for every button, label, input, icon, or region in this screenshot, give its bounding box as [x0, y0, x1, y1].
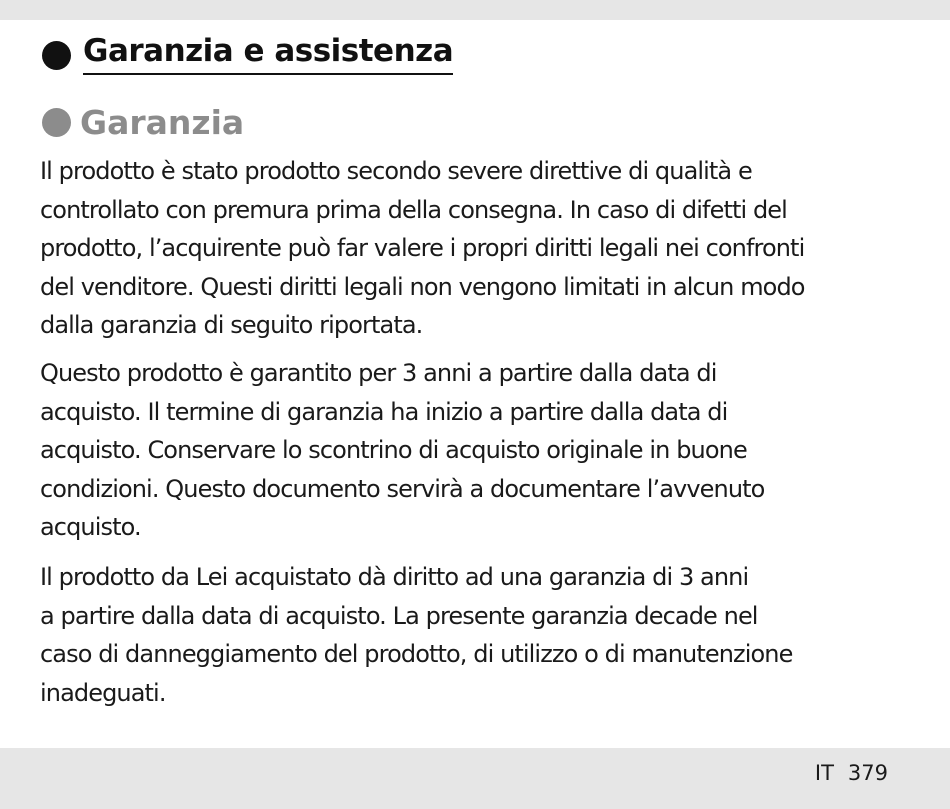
text-line: a partire dalla data di acquisto. La presente garanzia decade nel	[40, 601, 758, 630]
bullet-icon-grey	[42, 108, 71, 137]
paragraph-warranty-period	[40, 354, 920, 547]
text-line: condizioni. Questo documento servirà a documentare l’avvenuto	[40, 474, 765, 503]
page-number: 379	[847, 761, 888, 785]
text-line: dalla garanzia di seguito riportata.	[40, 311, 423, 339]
subsection-heading	[42, 103, 245, 142]
text-line: inadeguati.	[40, 678, 166, 707]
text-line: prodotto, l’acquirente può far valere i propri diritti legali nei confronti	[40, 234, 805, 262]
text-line: acquisto. Il termine di garanzia ha inizio a partire dalla data di	[40, 397, 728, 426]
subsection-heading-text: Garanzia	[80, 103, 245, 142]
paragraph-warranty-terms	[40, 558, 920, 712]
footer-band	[0, 748, 950, 809]
bullet-icon	[42, 41, 71, 70]
page-footer	[815, 760, 888, 786]
text-line: del venditore. Questi diritti legali non vengono limitati in alcun modo	[40, 272, 805, 301]
text-line: Il prodotto è stato prodotto secondo severe direttive di qualità e	[40, 157, 752, 185]
text-line: Il prodotto da Lei acquistato dà diritto ad una garanzia di 3 anni	[40, 563, 749, 591]
section-heading-text: Garanzia e assistenza	[83, 36, 453, 75]
text-line: Questo prodotto è garantito per 3 anni a partire dalla data di	[40, 359, 717, 387]
paragraph-quality	[40, 152, 920, 345]
text-line: acquisto.	[40, 513, 141, 541]
language-code: IT	[814, 761, 834, 785]
text-line: controllato con premura prima della consegna. In caso di difetti del	[40, 195, 787, 224]
text-line: caso di danneggiamento del prodotto, di utilizzo o di manutenzione	[40, 640, 793, 668]
section-heading	[42, 33, 454, 75]
text-line: acquisto. Conservare lo scontrino di acquisto originale in buone	[40, 436, 747, 464]
top-margin-band	[0, 0, 950, 20]
